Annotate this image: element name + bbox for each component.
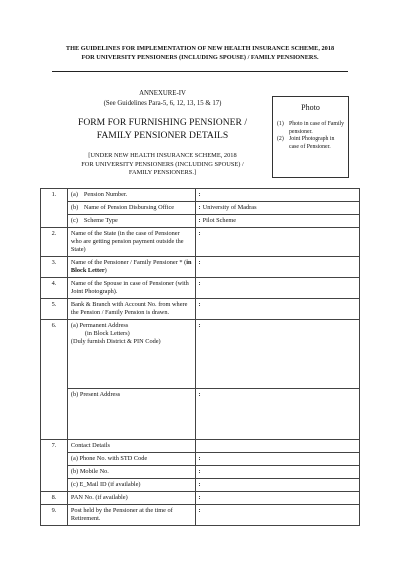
photo-box bbox=[272, 96, 349, 178]
disbursing-office-value: University of Madras bbox=[202, 204, 257, 211]
header-line-2: FOR UNIVERSITY PENSIONERS (INCLUDING SPOUSE) / FAMILY PENSIONERS. bbox=[81, 54, 319, 61]
form-title-line-1: FORM FOR FURNISHING PENSIONER / bbox=[78, 117, 247, 128]
permanent-address-field[interactable] bbox=[195, 320, 359, 389]
sub-item-tag: (b) bbox=[70, 204, 79, 211]
photo-note-2-text: Joint Photograph in case of Pensioner. bbox=[289, 136, 335, 150]
field-colon: : bbox=[198, 494, 201, 501]
present-address-text: (b) Present Address bbox=[70, 391, 121, 398]
mobile-field[interactable] bbox=[195, 466, 359, 479]
post-held-field[interactable] bbox=[195, 505, 359, 526]
table-row bbox=[41, 505, 360, 526]
scheme-subtitle-line-3: FAMILY PENSIONERS.] bbox=[128, 169, 197, 177]
table-row bbox=[41, 299, 360, 320]
row-number: 9. bbox=[41, 505, 68, 526]
row-number: 1. bbox=[41, 189, 68, 228]
photo-note-1 bbox=[277, 121, 345, 136]
scheme-type-label: Scheme Type bbox=[83, 217, 118, 224]
row-number: 5. bbox=[41, 299, 68, 320]
disbursing-office-field[interactable] bbox=[195, 202, 359, 215]
scheme-type-field[interactable] bbox=[195, 215, 359, 228]
present-address-label bbox=[67, 389, 195, 440]
table-row bbox=[41, 492, 360, 505]
contact-details-field bbox=[195, 440, 359, 453]
table-row bbox=[41, 320, 360, 389]
scheme-subtitle bbox=[60, 152, 265, 178]
scheme-type-value: Pilot Scheme bbox=[202, 217, 237, 224]
field-colon: : bbox=[198, 191, 201, 198]
table-row bbox=[41, 278, 360, 299]
field-colon: : bbox=[198, 455, 201, 462]
field-colon: : bbox=[198, 301, 201, 308]
header-line-1: THE GUIDELINES FOR IMPLEMENTATION OF NEW HEALTH INSURANCE SCHEME, 2018 bbox=[65, 45, 335, 52]
table-row bbox=[41, 440, 360, 453]
present-address-field[interactable] bbox=[195, 389, 359, 440]
pensioner-details-table bbox=[40, 188, 360, 526]
pensioner-name-label bbox=[67, 257, 195, 278]
field-colon: : bbox=[198, 280, 201, 287]
field-colon: : bbox=[198, 481, 201, 488]
table-row bbox=[41, 202, 360, 215]
table-row bbox=[41, 257, 360, 278]
spouse-name-field[interactable] bbox=[195, 278, 359, 299]
row-number: 4. bbox=[41, 278, 68, 299]
table-row bbox=[41, 228, 360, 257]
pan-label: PAN No. (if available) bbox=[67, 492, 195, 505]
field-colon: : bbox=[198, 468, 201, 475]
field-label bbox=[67, 202, 195, 215]
blank-space bbox=[71, 346, 192, 386]
row-number: 3. bbox=[41, 257, 68, 278]
form-title-line-2: FAMILY PENSIONER DETAILS bbox=[96, 129, 229, 141]
field-label bbox=[67, 215, 195, 228]
photo-note-2 bbox=[277, 136, 345, 151]
header-divider bbox=[52, 71, 348, 72]
field-colon: : bbox=[198, 230, 201, 237]
contact-details-label: Contact Details bbox=[67, 440, 195, 453]
phone-field[interactable] bbox=[195, 453, 359, 466]
table-row bbox=[41, 189, 360, 202]
photo-notes bbox=[277, 121, 345, 151]
email-field[interactable] bbox=[195, 479, 359, 492]
post-held-label: Post held by the Pensioner at the time of Retirement. bbox=[67, 505, 195, 526]
spouse-name-label: Name of the Spouse in case of Pensioner (with Joint Photograph). bbox=[67, 278, 195, 299]
table-row bbox=[41, 479, 360, 492]
permanent-address-line-3: (Duly furnish District & PIN Code) bbox=[70, 338, 161, 345]
photo-note-1-text: Photo in case of Family pensioner. bbox=[289, 121, 345, 135]
photo-title: Photo bbox=[301, 103, 320, 112]
bank-branch-label: Bank & Branch with Account No. from where the Pension / Family Pension is drawn. bbox=[67, 299, 195, 320]
pension-number-field[interactable] bbox=[195, 189, 359, 202]
photo-note-2-number: (2) bbox=[277, 136, 284, 142]
email-label: (c) E_Mail ID (if available) bbox=[67, 479, 195, 492]
row-number: 8. bbox=[41, 492, 68, 505]
photo-note-1-number: (1) bbox=[277, 121, 284, 127]
pensioner-name-field[interactable] bbox=[195, 257, 359, 278]
table-row bbox=[41, 466, 360, 479]
pensioner-name-label-main: Name of the Pensioner / Family Pensioner * ( bbox=[70, 259, 187, 266]
sub-item-tag: (c) bbox=[70, 217, 78, 224]
permanent-address-line-2: (in Block Letters) bbox=[84, 330, 130, 337]
field-colon: : bbox=[198, 204, 201, 211]
field-colon: : bbox=[198, 322, 201, 329]
pensioner-name-label-bold: in Block Letter bbox=[70, 259, 192, 274]
disbursing-office-label: Name of Pension Disbursing Office bbox=[83, 204, 175, 211]
intro-block bbox=[60, 89, 265, 178]
scheme-subtitle-line-2: FOR UNIVERSITY PENSIONERS (INCLUDING SPOUSE) / bbox=[81, 160, 244, 168]
annexure-title: ANNEXURE-IV bbox=[139, 90, 186, 97]
pan-field[interactable] bbox=[195, 492, 359, 505]
table-row bbox=[41, 389, 360, 440]
scheme-subtitle-line-1: [UNDER NEW HEALTH INSURANCE SCHEME, 2018 bbox=[88, 152, 237, 159]
field-colon: : bbox=[198, 391, 201, 398]
row-number: 6. bbox=[41, 320, 68, 440]
permanent-address-label bbox=[67, 320, 195, 389]
state-name-label: Name of the State (in the case of Pensioner who are getting pension payment outside the State) bbox=[67, 228, 195, 257]
state-name-field[interactable] bbox=[195, 228, 359, 257]
field-label bbox=[67, 189, 195, 202]
blank-space bbox=[71, 399, 192, 437]
table-row bbox=[41, 453, 360, 466]
phone-label: (a) Phone No. with STD Code bbox=[67, 453, 195, 466]
row-number: 2. bbox=[41, 228, 68, 257]
document-header bbox=[40, 44, 360, 62]
annexure-guidelines: (See Guidelines Para-5, 6, 12, 13, 15 & 17) bbox=[103, 99, 222, 107]
permanent-address-line-1: (a) Permanent Address bbox=[70, 322, 129, 329]
field-colon: : bbox=[198, 507, 201, 514]
sub-item-tag: (a) bbox=[70, 191, 78, 198]
table-row bbox=[41, 215, 360, 228]
row-number: 7. bbox=[41, 440, 68, 492]
mobile-label: (b) Mobile No. bbox=[67, 466, 195, 479]
field-colon: : bbox=[198, 217, 201, 224]
form-title bbox=[60, 117, 265, 142]
bank-branch-field[interactable] bbox=[195, 299, 359, 320]
pension-number-label: Pension Number. bbox=[83, 191, 128, 198]
field-colon: : bbox=[198, 259, 201, 266]
pensioner-name-label-end: ) bbox=[104, 267, 107, 274]
